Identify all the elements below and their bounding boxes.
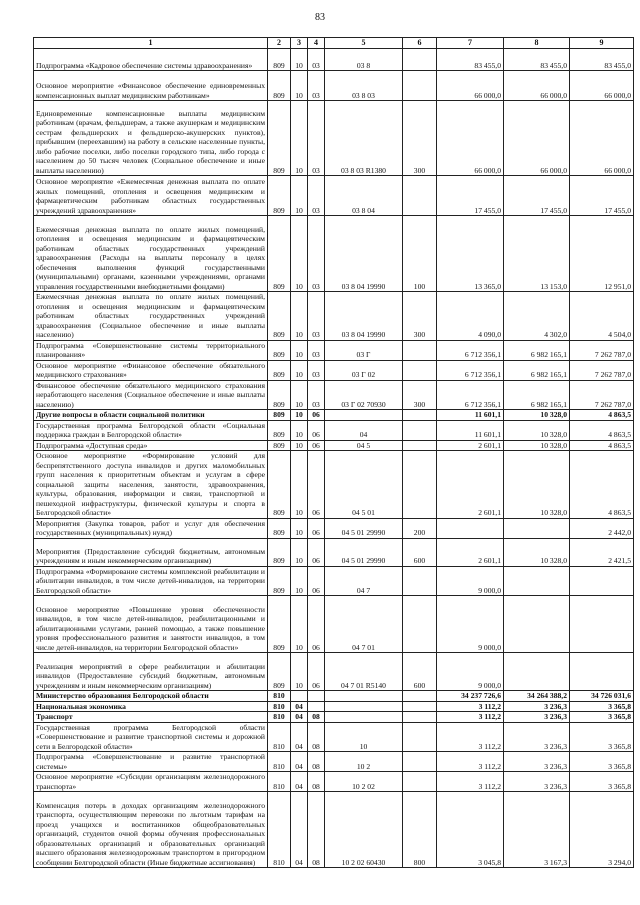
cell-amount-year2 xyxy=(504,566,570,596)
cell-amount-year3: 4 863,5 xyxy=(570,410,634,421)
cell-expense-type xyxy=(403,71,437,101)
cell-target-article: 04 5 01 29990 xyxy=(325,518,403,538)
header-row xyxy=(34,38,634,49)
cell-ministry: 810 xyxy=(268,691,291,702)
cell-amount-year3: 12 951,0 xyxy=(570,216,634,292)
cell-target-article: 10 2 xyxy=(325,752,403,772)
cell-target-article: 03 8 04 19990 xyxy=(325,216,403,292)
cell-target-article: 04 5 01 29990 xyxy=(325,538,403,566)
cell-target-article xyxy=(325,701,403,712)
row-description: Основное мероприятие «Финансовое обеспечение единовременных компенсационных выплат медицинским работникам» xyxy=(34,71,268,101)
cell-expense-type: 300 xyxy=(403,101,437,176)
cell-amount-year2: 6 982 165,1 xyxy=(504,340,570,360)
table-row xyxy=(34,71,634,101)
cell-target-article: 03 Г xyxy=(325,340,403,360)
cell-section: 10 xyxy=(291,71,308,101)
cell-expense-type xyxy=(403,701,437,712)
cell-amount-year1: 11 601,1 xyxy=(437,410,504,421)
cell-section: 04 xyxy=(291,792,308,868)
cell-ministry: 809 xyxy=(268,340,291,360)
cell-amount-year1: 13 365,0 xyxy=(437,216,504,292)
cell-amount-year2: 3 236,3 xyxy=(504,722,570,752)
cell-section: 10 xyxy=(291,653,308,691)
table-row xyxy=(34,380,634,410)
cell-amount-year1: 3 112,2 xyxy=(437,712,504,723)
cell-amount-year3: 3 365,8 xyxy=(570,712,634,723)
cell-amount-year2: 34 264 388,2 xyxy=(504,691,570,702)
col-header: 8 xyxy=(504,38,570,49)
cell-target-article: 04 7 xyxy=(325,566,403,596)
table-row xyxy=(34,101,634,176)
table-body xyxy=(34,49,634,868)
table-row xyxy=(34,49,634,71)
table-row xyxy=(34,712,634,723)
cell-amount-year1: 3 045,8 xyxy=(437,792,504,868)
table-row xyxy=(34,566,634,596)
cell-amount-year1: 3 112,2 xyxy=(437,722,504,752)
cell-amount-year1: 6 712 356,1 xyxy=(437,340,504,360)
cell-subsection: 03 xyxy=(308,49,325,71)
table-row xyxy=(34,752,634,772)
cell-target-article xyxy=(325,691,403,702)
table-row xyxy=(34,701,634,712)
cell-target-article xyxy=(325,410,403,421)
cell-amount-year1: 2 601,1 xyxy=(437,451,504,519)
cell-expense-type: 300 xyxy=(403,380,437,410)
cell-amount-year3: 66 000,0 xyxy=(570,101,634,176)
cell-expense-type: 600 xyxy=(403,538,437,566)
cell-amount-year2: 6 982 165,1 xyxy=(504,380,570,410)
cell-amount-year1: 4 090,0 xyxy=(437,292,504,341)
cell-target-article: 04 5 01 xyxy=(325,451,403,519)
cell-subsection: 03 xyxy=(308,101,325,176)
row-description: Подпрограмма «Совершенствование системы территориального планирования» xyxy=(34,340,268,360)
cell-amount-year2: 4 302,0 xyxy=(504,292,570,341)
cell-ministry: 809 xyxy=(268,518,291,538)
cell-subsection: 06 xyxy=(308,596,325,653)
cell-section: 10 xyxy=(291,176,308,216)
cell-amount-year3 xyxy=(570,653,634,691)
cell-ministry: 810 xyxy=(268,752,291,772)
cell-amount-year1: 11 601,1 xyxy=(437,420,504,440)
cell-expense-type xyxy=(403,340,437,360)
cell-amount-year1 xyxy=(437,518,504,538)
cell-amount-year1: 2 601,1 xyxy=(437,538,504,566)
cell-amount-year2 xyxy=(504,596,570,653)
cell-amount-year1: 9 000,0 xyxy=(437,566,504,596)
row-description: Мероприятия (Закупка товаров, работ и услуг для обеспечения государственных (муниципальных) нужд) xyxy=(34,518,268,538)
cell-amount-year2: 3 236,3 xyxy=(504,772,570,792)
row-description: Основное мероприятие «Ежемесячная денежная выплата по оплате жилых помещений, отопления и освещения медицинским и фармацевтическим работникам областных государственных учреждений здравоохранения» xyxy=(34,176,268,216)
row-description: Единовременные компенсационные выплаты медицинским работникам (врачам, фельдшерам, а также акушеркам и медицинским сестрам фельдшерских и фельдшерско-акушерских пунктов), прибывшим (переехавшим) на работу в сельские населенные пункты, либо рабочие поселки, либо поселки городского типа, либо города с населением до 50 тысяч человек (Социальное обеспечение и иные выплаты населению) xyxy=(34,101,268,176)
cell-ministry: 809 xyxy=(268,410,291,421)
cell-ministry: 809 xyxy=(268,71,291,101)
table-row xyxy=(34,410,634,421)
cell-ministry: 809 xyxy=(268,360,291,380)
cell-amount-year2: 10 328,0 xyxy=(504,410,570,421)
cell-subsection: 06 xyxy=(308,653,325,691)
table-row xyxy=(34,216,634,292)
cell-amount-year3: 66 000,0 xyxy=(570,71,634,101)
cell-expense-type xyxy=(403,410,437,421)
cell-subsection: 08 xyxy=(308,792,325,868)
table-row xyxy=(34,792,634,868)
cell-subsection: 03 xyxy=(308,380,325,410)
cell-expense-type xyxy=(403,420,437,440)
cell-ministry: 810 xyxy=(268,701,291,712)
cell-amount-year2: 10 328,0 xyxy=(504,440,570,451)
cell-section: 04 xyxy=(291,772,308,792)
cell-ministry: 809 xyxy=(268,216,291,292)
row-description: Мероприятия (Предоставление субсидий бюджетным, автономным учреждениям и иным некоммерческим организациям) xyxy=(34,538,268,566)
col-header: 1 xyxy=(34,38,268,49)
cell-expense-type xyxy=(403,691,437,702)
cell-amount-year3: 3 365,8 xyxy=(570,772,634,792)
cell-subsection: 08 xyxy=(308,772,325,792)
col-header: 9 xyxy=(570,38,634,49)
table-row xyxy=(34,596,634,653)
cell-subsection: 03 xyxy=(308,340,325,360)
row-description: Подпрограмма «Доступная среда» xyxy=(34,440,268,451)
cell-ministry: 809 xyxy=(268,49,291,71)
cell-subsection: 03 xyxy=(308,216,325,292)
cell-subsection: 03 xyxy=(308,292,325,341)
col-header: 4 xyxy=(308,38,325,49)
row-description: Национальная экономика xyxy=(34,701,268,712)
cell-expense-type: 100 xyxy=(403,216,437,292)
cell-expense-type xyxy=(403,772,437,792)
row-description: Реализация мероприятий в сфере реабилитации и абилитации инвалидов (Предоставление субсидий бюджетным, автономным учреждениям и иным некоммерческим организациям) xyxy=(34,653,268,691)
cell-amount-year3: 17 455,0 xyxy=(570,176,634,216)
row-description: Подпрограмма «Формирование системы комплексной реабилитации и абилитации инвалидов, в том числе детей-инвалидов, на территории Белгородской области» xyxy=(34,566,268,596)
cell-amount-year1: 83 455,0 xyxy=(437,49,504,71)
cell-expense-type xyxy=(403,49,437,71)
cell-section: 10 xyxy=(291,410,308,421)
cell-amount-year2: 3 236,3 xyxy=(504,752,570,772)
cell-amount-year3: 34 726 031,6 xyxy=(570,691,634,702)
cell-target-article: 04 7 01 R5140 xyxy=(325,653,403,691)
cell-section: 10 xyxy=(291,380,308,410)
cell-amount-year3 xyxy=(570,596,634,653)
cell-expense-type xyxy=(403,451,437,519)
cell-target-article: 03 8 04 xyxy=(325,176,403,216)
cell-expense-type: 200 xyxy=(403,518,437,538)
cell-subsection xyxy=(308,701,325,712)
table-row xyxy=(34,292,634,341)
budget-table xyxy=(33,37,634,868)
row-description: Министерство образования Белгородской области xyxy=(34,691,268,702)
cell-ministry: 809 xyxy=(268,420,291,440)
cell-expense-type xyxy=(403,752,437,772)
row-description: Другие вопросы в области социальной политики xyxy=(34,410,268,421)
row-description: Транспорт xyxy=(34,712,268,723)
table-row xyxy=(34,340,634,360)
cell-ministry: 809 xyxy=(268,440,291,451)
cell-ministry: 809 xyxy=(268,566,291,596)
cell-amount-year3: 4 863,5 xyxy=(570,451,634,519)
cell-ministry: 810 xyxy=(268,722,291,752)
cell-amount-year1: 3 112,2 xyxy=(437,701,504,712)
row-description: Подпрограмма «Совершенствование и развитие транспортной системы» xyxy=(34,752,268,772)
cell-amount-year1: 9 000,0 xyxy=(437,653,504,691)
cell-amount-year1: 6 712 356,1 xyxy=(437,380,504,410)
cell-section: 10 xyxy=(291,101,308,176)
cell-amount-year3: 7 262 787,0 xyxy=(570,360,634,380)
cell-subsection: 03 xyxy=(308,176,325,216)
cell-target-article: 04 7 01 xyxy=(325,596,403,653)
cell-amount-year1: 66 000,0 xyxy=(437,71,504,101)
cell-amount-year3: 2 421,5 xyxy=(570,538,634,566)
col-header: 3 xyxy=(291,38,308,49)
col-header: 7 xyxy=(437,38,504,49)
cell-amount-year3: 3 365,8 xyxy=(570,752,634,772)
cell-amount-year3: 4 863,5 xyxy=(570,420,634,440)
cell-amount-year1: 9 000,0 xyxy=(437,596,504,653)
cell-subsection: 06 xyxy=(308,518,325,538)
cell-section: 04 xyxy=(291,701,308,712)
table-row xyxy=(34,176,634,216)
cell-section: 10 xyxy=(291,566,308,596)
cell-section: 10 xyxy=(291,292,308,341)
cell-ministry: 810 xyxy=(268,712,291,723)
cell-expense-type xyxy=(403,440,437,451)
col-header: 5 xyxy=(325,38,403,49)
cell-ministry: 809 xyxy=(268,292,291,341)
cell-amount-year1: 34 237 726,6 xyxy=(437,691,504,702)
cell-subsection: 06 xyxy=(308,440,325,451)
cell-section: 10 xyxy=(291,518,308,538)
cell-amount-year3: 3 365,8 xyxy=(570,722,634,752)
cell-amount-year1: 17 455,0 xyxy=(437,176,504,216)
cell-expense-type: 300 xyxy=(403,292,437,341)
cell-target-article: 03 8 03 R1380 xyxy=(325,101,403,176)
cell-subsection: 08 xyxy=(308,752,325,772)
cell-amount-year1: 3 112,2 xyxy=(437,772,504,792)
cell-target-article: 10 2 02 xyxy=(325,772,403,792)
cell-amount-year3: 4 504,0 xyxy=(570,292,634,341)
cell-amount-year2: 3 236,3 xyxy=(504,712,570,723)
cell-subsection: 03 xyxy=(308,71,325,101)
cell-subsection: 06 xyxy=(308,538,325,566)
cell-target-article: 03 Г 02 70930 xyxy=(325,380,403,410)
cell-target-article: 10 2 02 60430 xyxy=(325,792,403,868)
cell-subsection: 08 xyxy=(308,712,325,723)
row-description: Основное мероприятие «Финансовое обеспечение обязательного медицинского страхования» xyxy=(34,360,268,380)
cell-target-article xyxy=(325,712,403,723)
cell-amount-year3: 7 262 787,0 xyxy=(570,380,634,410)
cell-expense-type xyxy=(403,176,437,216)
cell-expense-type: 800 xyxy=(403,792,437,868)
table-row xyxy=(34,518,634,538)
cell-target-article: 10 xyxy=(325,722,403,752)
cell-ministry: 809 xyxy=(268,101,291,176)
row-description: Государственная программа Белгородской области «Совершенствование и развитие транспортной системы и дорожной сети в Белгородской области» xyxy=(34,722,268,752)
cell-target-article: 04 5 xyxy=(325,440,403,451)
cell-section: 10 xyxy=(291,538,308,566)
cell-section: 04 xyxy=(291,752,308,772)
cell-target-article: 03 8 03 xyxy=(325,71,403,101)
table-row xyxy=(34,420,634,440)
col-header: 2 xyxy=(268,38,291,49)
cell-amount-year1: 2 601,1 xyxy=(437,440,504,451)
cell-section: 04 xyxy=(291,722,308,752)
row-description: Ежемесячная денежная выплата по оплате жилых помещений, отопления и освещения медицинским и фармацевтическим работникам областных государственных учреждений здравоохранения (Расходы на выплаты персоналу в целях обеспечения выполнения функций государственными (муниципальными) органами, казенными учреждениями, органами управления государственными внебюджетными фондами) xyxy=(34,216,268,292)
cell-section: 10 xyxy=(291,360,308,380)
table-row xyxy=(34,360,634,380)
cell-target-article: 03 8 04 19990 xyxy=(325,292,403,341)
cell-amount-year2: 6 982 165,1 xyxy=(504,360,570,380)
cell-ministry: 809 xyxy=(268,653,291,691)
cell-ministry: 809 xyxy=(268,538,291,566)
cell-amount-year2 xyxy=(504,518,570,538)
row-description: Основное мероприятие «Повышение уровня обеспеченности инвалидов, в том числе детей-инвалидов, реабилитационными и абилитационными услугами, ранней помощью, а также повышение уровня профессионального развития и занятости инвалидов, в том числе детей-инвалидов, на территории Белгородской области» xyxy=(34,596,268,653)
cell-amount-year2: 66 000,0 xyxy=(504,101,570,176)
cell-section xyxy=(291,691,308,702)
page-number: 83 xyxy=(315,12,325,23)
cell-section: 10 xyxy=(291,596,308,653)
cell-subsection: 08 xyxy=(308,722,325,752)
cell-amount-year1: 3 112,2 xyxy=(437,752,504,772)
cell-amount-year1: 6 712 356,1 xyxy=(437,360,504,380)
table-row xyxy=(34,772,634,792)
cell-amount-year3: 83 455,0 xyxy=(570,49,634,71)
row-description: Компенсация потерь в доходах организациям железнодорожного транспорта, осуществляющим перевозки по льготным тарифам на проезд учащихся и воспитанников общеобразовательных организаций, студентов очной формы обучения профессиональных образовательных организаций и образовательных организаций высшего образования железнодорожным транспортом в пригородном сообщении Белгородской области (Иные бюджетные ассигнования) xyxy=(34,792,268,868)
cell-amount-year2: 10 328,0 xyxy=(504,420,570,440)
row-description: Основное мероприятие «Формирование условий для беспрепятственного доступа инвалидов и других маломобильных групп населения к приоритетным объектам и услугам в сфере социальной защиты населения, занятости, здравоохранения, культуры, образования, информации и связи, транспортной и пешеходной инфраструктуры, физической культуры и спорта в Белгородской области» xyxy=(34,451,268,519)
cell-expense-type xyxy=(403,566,437,596)
row-description: Государственная программа Белгородской области «Социальная поддержка граждан в Белгородской области» xyxy=(34,420,268,440)
cell-expense-type: 600 xyxy=(403,653,437,691)
cell-subsection: 06 xyxy=(308,410,325,421)
cell-ministry: 809 xyxy=(268,380,291,410)
cell-amount-year2: 3 167,3 xyxy=(504,792,570,868)
cell-section: 10 xyxy=(291,440,308,451)
cell-amount-year2: 3 236,3 xyxy=(504,701,570,712)
cell-ministry: 809 xyxy=(268,176,291,216)
cell-amount-year2: 83 455,0 xyxy=(504,49,570,71)
cell-amount-year2: 66 000,0 xyxy=(504,71,570,101)
cell-subsection: 06 xyxy=(308,451,325,519)
cell-subsection: 06 xyxy=(308,420,325,440)
table-row xyxy=(34,653,634,691)
cell-amount-year3: 4 863,5 xyxy=(570,440,634,451)
cell-expense-type xyxy=(403,712,437,723)
cell-section: 10 xyxy=(291,451,308,519)
cell-section: 10 xyxy=(291,49,308,71)
cell-ministry: 810 xyxy=(268,772,291,792)
cell-target-article: 03 8 xyxy=(325,49,403,71)
cell-expense-type xyxy=(403,360,437,380)
cell-target-article: 03 Г 02 xyxy=(325,360,403,380)
cell-section: 04 xyxy=(291,712,308,723)
row-description: Ежемесячная денежная выплата по оплате жилых помещений, отопления и освещения медицинским и фармацевтическим работникам областных государственных учреждений здравоохранения (Социальное обеспечение и иные выплаты населению) xyxy=(34,292,268,341)
cell-section: 10 xyxy=(291,216,308,292)
cell-expense-type xyxy=(403,596,437,653)
cell-section: 10 xyxy=(291,420,308,440)
cell-amount-year3: 3 365,8 xyxy=(570,701,634,712)
row-description: Финансовое обеспечение обязательного медицинского страхования неработающего населения (Социальное обеспечение и иные выплаты населению) xyxy=(34,380,268,410)
cell-amount-year2 xyxy=(504,653,570,691)
cell-amount-year3 xyxy=(570,566,634,596)
cell-subsection: 03 xyxy=(308,360,325,380)
cell-amount-year2: 10 328,0 xyxy=(504,538,570,566)
table-row xyxy=(34,451,634,519)
cell-expense-type xyxy=(403,722,437,752)
row-description: Основное мероприятие «Субсидии организациям железнодорожного транспорта» xyxy=(34,772,268,792)
cell-amount-year3: 2 442,0 xyxy=(570,518,634,538)
table-row xyxy=(34,691,634,702)
cell-section: 10 xyxy=(291,340,308,360)
cell-ministry: 810 xyxy=(268,792,291,868)
col-header: 6 xyxy=(403,38,437,49)
cell-amount-year2: 10 328,0 xyxy=(504,451,570,519)
cell-subsection xyxy=(308,691,325,702)
table-row xyxy=(34,722,634,752)
cell-amount-year1: 66 000,0 xyxy=(437,101,504,176)
cell-target-article: 04 xyxy=(325,420,403,440)
row-description: Подпрограмма «Кадровое обеспечение системы здравоохранения» xyxy=(34,49,268,71)
cell-amount-year2: 17 455,0 xyxy=(504,176,570,216)
cell-amount-year2: 13 153,0 xyxy=(504,216,570,292)
cell-ministry: 809 xyxy=(268,596,291,653)
cell-amount-year3: 3 294,0 xyxy=(570,792,634,868)
table-row xyxy=(34,440,634,451)
cell-subsection: 06 xyxy=(308,566,325,596)
cell-amount-year3: 7 262 787,0 xyxy=(570,340,634,360)
table-row xyxy=(34,538,634,566)
cell-ministry: 809 xyxy=(268,451,291,519)
